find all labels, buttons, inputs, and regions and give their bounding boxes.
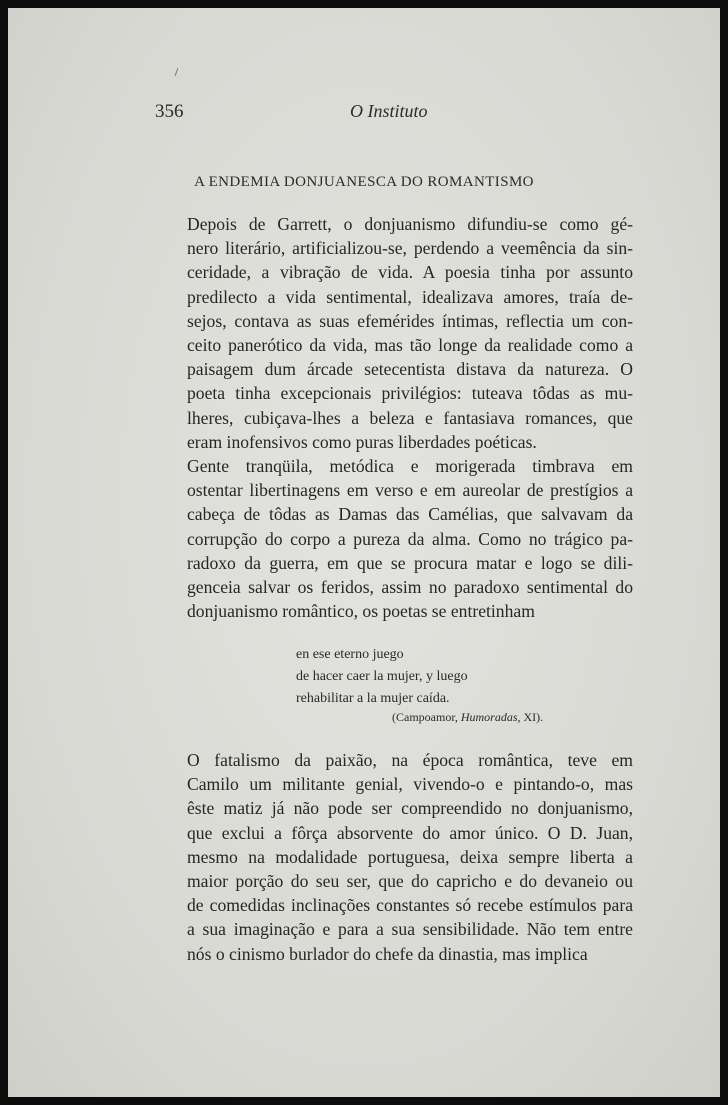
text-line: a sua imaginação e para a sua sensibilidade. Não tem entre [187, 919, 633, 940]
text-line: êste matiz já não pode ser compreendido no donjuanismo, [187, 798, 633, 819]
text-line: sejos, contava as suas efemérides íntimas, reflectia um con- [187, 310, 633, 331]
text-line: ostentar libertinagens em verso e em aureolar de prestígios a [187, 480, 633, 501]
text-line: poeta tinha excepcionais privilégios: tuteava tôdas as mu- [187, 383, 633, 404]
page-sheet [8, 8, 720, 1097]
text-line: O fatalismo da paixão, na época romântica, teve em [187, 750, 633, 770]
text-line: nero literário, artificializou-se, perdendo a veemência da sin- [187, 238, 633, 259]
text-line: Camilo um militante genial, vivendo-o e pintando-o, mas [187, 774, 633, 795]
verse-line: en ese eterno juego [296, 647, 404, 662]
text-line: nós o cinismo burlador do chefe da dinastia, mas implica [187, 943, 588, 964]
citation-author: (Campoamor, [392, 710, 461, 724]
text-line: ceito panerótico da vida, mas tão longe da realidade como a [187, 335, 633, 356]
section-title: A ENDEMIA DONJUANESCA DO ROMANTISMO [194, 174, 534, 190]
verse-quote [296, 644, 468, 710]
text-line: que exclui a fôrça absorvente do amor único. O D. Juan, [187, 822, 633, 843]
text-line: corrupção do corpo a pureza da alma. Como no trágico pa- [187, 528, 633, 549]
text-line: de comedidas inclinações constantes só recebe estímulos para [187, 895, 633, 916]
text-line: eram inofensivos como puras liberdades poéticas. [187, 431, 537, 452]
text-line: predilecto a vida sentimental, idealizava amores, traía de- [187, 286, 633, 307]
body-text-top [163, 212, 633, 623]
text-line: paisagem dum árcade setecentista distava da natureza. O [187, 359, 633, 380]
paragraph-2 [163, 454, 633, 623]
text-line: mesmo na modalidade portuguesa, deixa sempre liberta a [187, 846, 633, 867]
verse-citation [392, 710, 543, 725]
citation-work: Humoradas [460, 710, 518, 724]
page-number: 356 [155, 101, 184, 122]
verse-line: de hacer caer la mujer, y luego [296, 669, 468, 684]
text-line: Gente tranqüila, metódica e morigerada timbrava em [187, 456, 633, 477]
text-line: lheres, cubiçava-lhes a beleza e fantasiava romances, que [187, 407, 633, 428]
text-line: radoxo da guerra, em que se procura matar e logo se dili- [187, 552, 633, 573]
paragraph-1 [163, 212, 633, 454]
text-line: Depois de Garrett, o donjuanismo difundiu-se como gé- [187, 214, 633, 234]
paragraph-3 [163, 748, 633, 966]
text-line: genceia salvar os feridos, assim no paradoxo sentimental do [187, 577, 633, 598]
text-line: cabeça de tôdas as Damas das Camélias, que salvavam da [187, 504, 633, 525]
body-text-bottom [163, 748, 633, 966]
verse-line: rehabilitar a la mujer caída. [296, 691, 450, 706]
citation-rest: , XI). [517, 710, 544, 724]
page-header [8, 101, 720, 127]
running-title: O Instituto [350, 101, 428, 121]
text-line: maior porção do seu ser, que do capricho e do devaneio ou [187, 871, 633, 892]
text-line: ceridade, a vibração de vida. A poesia tinha por assunto [187, 262, 633, 283]
text-line: donjuanismo romântico, os poetas se entretinham [187, 601, 535, 622]
